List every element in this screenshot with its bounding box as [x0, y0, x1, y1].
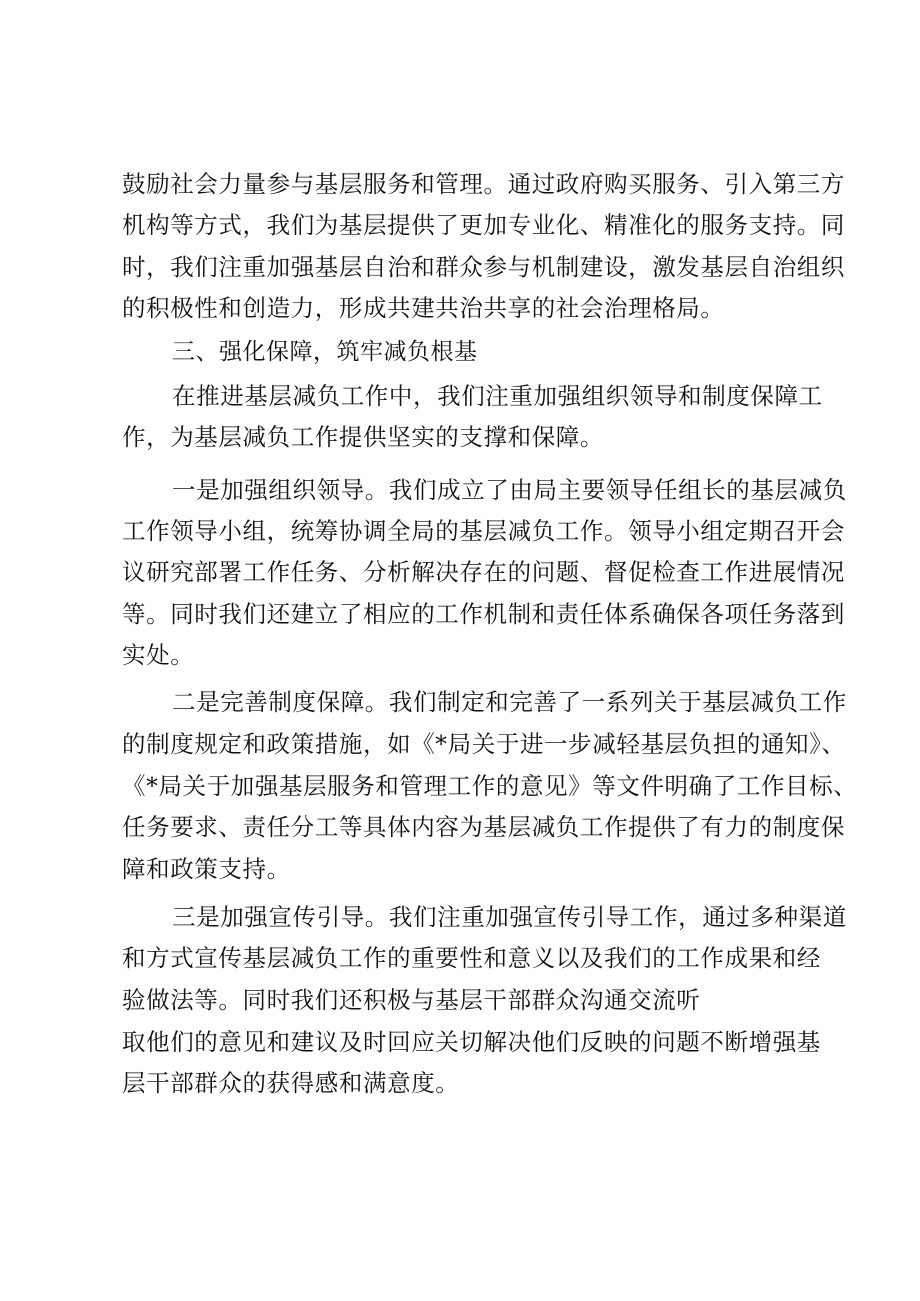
paragraph-4-line-1: 二是完善制度保障。我们制定和完善了一系列关于基层减负工作 — [172, 688, 847, 716]
paragraph-3-line-1: 一是加强组织领导。我们成立了由局主要领导任组长的基层减负 — [172, 476, 847, 504]
paragraph-1-line-1: 鼓励社会力量参与基层服务和管理。通过政府购买服务、引入第三方 — [122, 170, 845, 198]
paragraph-1-line-4: 的积极性和创造力，形成共建共治共享的社会治理格局。 — [122, 294, 725, 322]
paragraph-5-line-1: 三是加强宣传引导。我们注重加强宣传引导工作，通过多种渠道 — [172, 903, 847, 931]
paragraph-3-line-5: 实处。 — [122, 641, 195, 669]
paragraph-2-line-1: 在推进基层减负工作中，我们注重加强组织领导和制度保障工 — [172, 382, 823, 410]
paragraph-5-line-2: 和方式宣传基层减负工作的重要性和意义以及我们的工作成果和经 — [122, 944, 821, 972]
paragraph-1-line-3: 时，我们注重加强基层自治和群众参与机制建设，激发基层自治组织 — [122, 253, 845, 281]
paragraph-2-line-2: 作，为基层减负工作提供坚实的支撑和保障。 — [122, 423, 604, 451]
paragraph-5-line-3: 验做法等。同时我们还积极与基层干部群众沟通交流听 — [122, 986, 701, 1014]
paragraph-5-line-5: 层干部群众的获得感和满意度。 — [122, 1069, 460, 1097]
paragraph-4-line-2: 的制度规定和政策措施，如《*局关于进一步减轻基层负担的通知》、 — [122, 730, 846, 758]
paragraph-4-line-3: 《*局关于加强基层服务和管理工作的意见》等文件明确了工作目标、 — [122, 772, 858, 800]
section-heading: 三、强化保障，筑牢减负根基 — [172, 339, 478, 365]
paragraph-4-line-5: 障和政策支持。 — [122, 855, 291, 883]
paragraph-4-line-4: 任务要求、责任分工等具体内容为基层减负工作提供了有力的制度保 — [122, 813, 845, 841]
paragraph-3-line-3: 议研究部署工作任务、分析解决存在的问题、督促检查工作进展情况 — [122, 558, 845, 586]
paragraph-3-line-4: 等。同时我们还建立了相应的工作机制和责任体系确保各项任务落到 — [122, 600, 845, 628]
paragraph-5-line-4: 取他们的意见和建议及时回应关切解决他们反映的问题不断增强基 — [122, 1028, 821, 1056]
paragraph-3-line-2: 工作领导小组，统筹协调全局的基层减负工作。领导小组定期召开会 — [122, 517, 845, 545]
paragraph-1-line-2: 机构等方式，我们为基层提供了更加专业化、精准化的服务支持。同 — [122, 211, 845, 239]
